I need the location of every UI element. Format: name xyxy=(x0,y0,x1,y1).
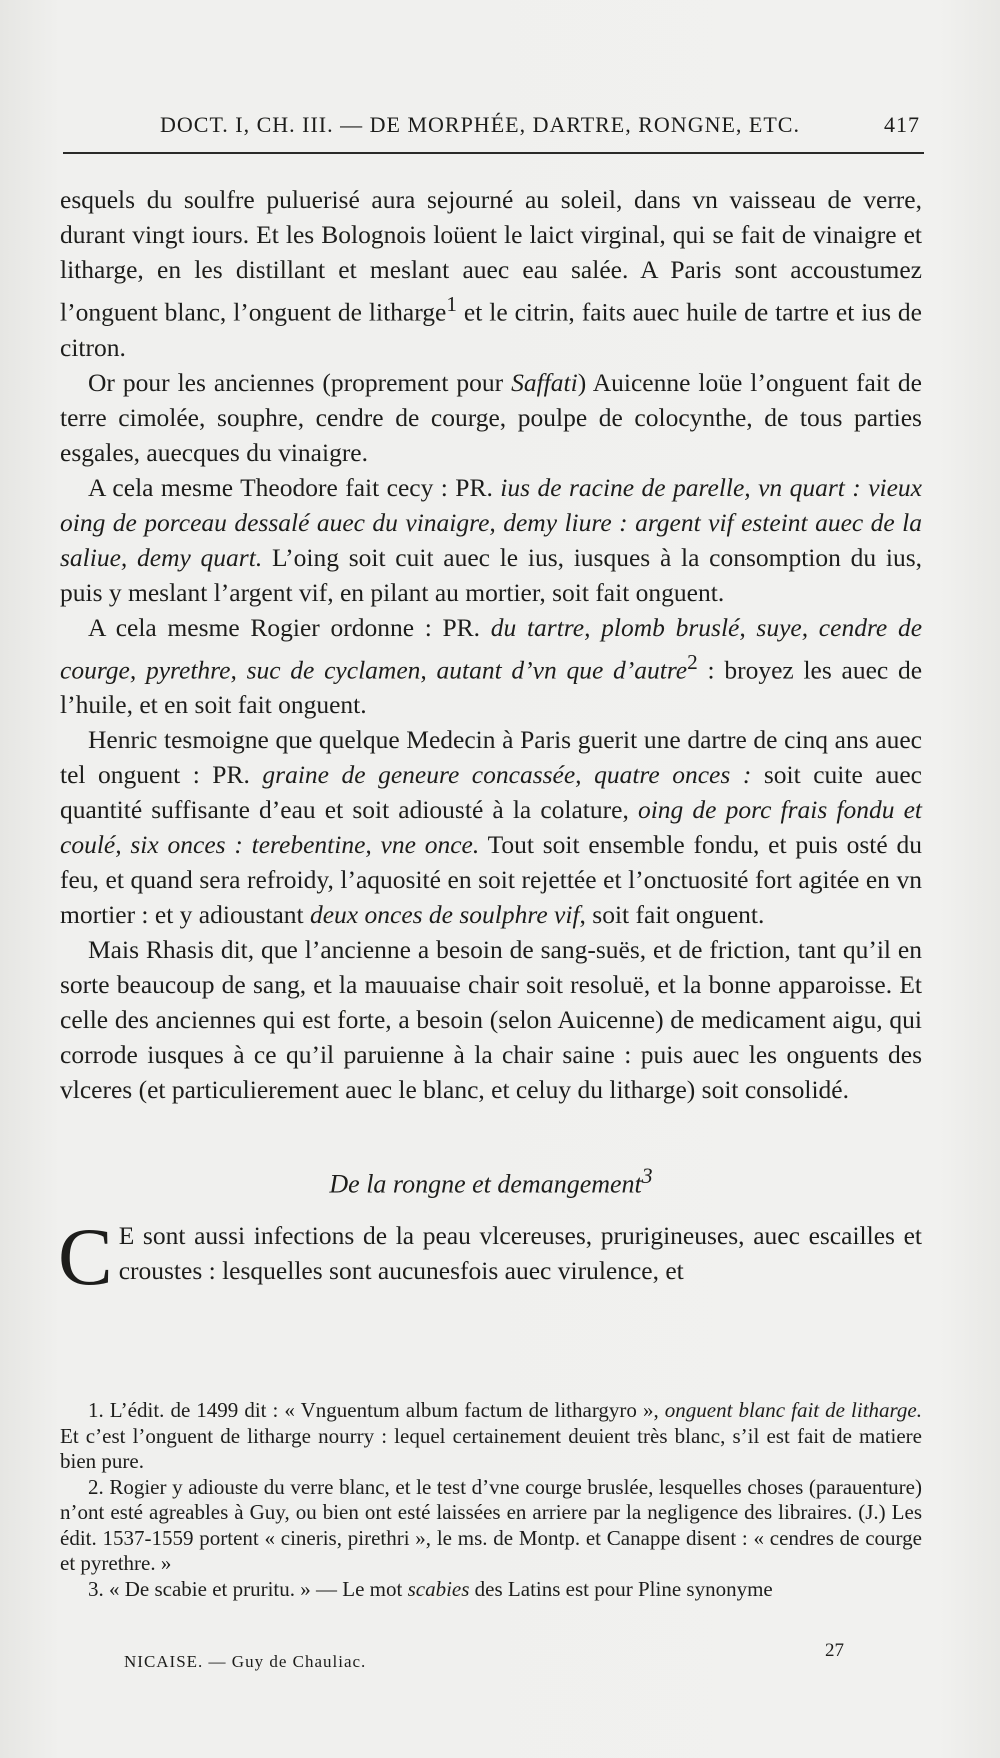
footnote-ref-1: 1 xyxy=(446,292,457,316)
footnote-1: 1. L’édit. de 1499 dit : « Vnguentum album factum de lithargyro », onguent blanc fait de litharge. Et c’est l’onguent de litharge nourry : lequel certainement deuient très blanc, s’il est fait de matiere bien pure. xyxy=(60,1398,922,1473)
section-heading: De la rongne et demangement$^3$ xyxy=(329,1164,653,1199)
paragraph-3: A cela mesme Theodore fait cecy : PR. ius de racine de parelle, vn quart : vieux oing de porceau dessalé auec du vinaigre, demy liure : argent vif esteint auec de la saliue, demy quart. L’oing soit cuit auec le ius, iusques à la consomption du ius, puis y meslant l’argent vif, en pilant au mortier, soit fait onguent. xyxy=(60,472,922,607)
footnote-2: 2. Rogier y adiouste du verre blanc, et le test d’vne courge bruslée, lesquelles choses (parauenture) n’ont esté agreables à Guy, ou bien ont esté laissées en arriere par la negligence des libraires. (J.) Les édit. 1537-1559 portent « cineris, pirethri », le ms. de Montp. et Canappe disent : « cendres de courge et pyrethre. » xyxy=(60,1474,922,1575)
sheet-number: 27 xyxy=(825,1640,844,1661)
paragraph-6: Mais Rhasis dit, que l’ancienne a besoin de sang-suës, et de friction, tant qu’il en sorte beaucoup de sang, et la mauuaise chair soit resoluë, et la bonne apparoisse. Et celle des anciennes qui est forte, a besoin (selon Auicenne) de medicament aigu, qui corrode iusques à ce qu’il paruienne à la chair saine : puis auec les onguents des vlceres (et particulierement auec le blanc, et celuy du litharge) soit consolidé. xyxy=(60,935,922,1104)
footnote-3: 3. « De scabie et pruritu. » — Le mot scabies des Latins est pour Pline synonyme xyxy=(88,1576,773,1601)
running-title: DOCT. I, CH. III. — DE MORPHÉE, DARTRE, RONGNE, ETC. xyxy=(160,112,800,137)
footnote-ref-3: 3 xyxy=(641,1164,653,1188)
printer-signature: NICAISE. — Guy de Chauliac. xyxy=(124,1652,367,1671)
drop-cap: C xyxy=(58,1210,113,1302)
footnote-ref-2: 2 xyxy=(687,649,698,674)
page-number: 417 xyxy=(884,112,920,137)
main-text xyxy=(58,182,923,1302)
paragraph-7: C E sont aussi infections de la peau vlcereuses, prurigineuses, auec escailles et croustes : lesquelles sont aucunesfois auec virulence, et xyxy=(58,1210,922,1302)
paragraph-5: Henric tesmoigne que quelque Medecin à Paris guerit une dartre de cinq ans auec tel onguent : PR. graine de geneure concassée, quatre onces : soit cuite auec quantité suffisante d’eau et soit adiousté à la colature, oing de porc frais fondu et coulé, six onces : terebentine, vne once. Tout soit ensemble fondu, et puis osté du feu, et quand sera refroidy, l’aquosité en soit rejettée et l’onctuosité fort agitée en vn mortier : et y adioustant deux onces de soulphre vif, soit fait onguent. xyxy=(60,725,922,929)
footnotes xyxy=(60,1398,922,1602)
paragraph-2: Or pour les anciennes (proprement pour Saffati) Auicenne loüe l’onguent fait de terre cimolée, souphre, cendre de courge, poulpe de colocynthe, de tous parties esgales, auecques du vinaigre. xyxy=(60,367,922,467)
paragraph-4: A cela mesme Rogier ordonne : PR. du tartre, plomb bruslé, suye, cendre de courge, pyrethre, suc de cyclamen, autant d’vn que d’autre$^2$ : broyez les auec de l’huile, et en soit fait onguent. xyxy=(60,612,923,719)
header-rule xyxy=(63,152,924,154)
paragraph-1: esquels du soulfre puluerisé aura sejourné au soleil, dans vn vaisseau de verre, durant vingt iours. Et les Bolognois loüent le laict virginal, qui se fait de vinaigre et litharge, en les distillant et meslant auec eau salée. A Paris sont accoustumez l’onguent blanc, l’onguent de litharge$^1$ et le citrin, faits auec huile de tartre et ius de citron. xyxy=(60,185,922,362)
